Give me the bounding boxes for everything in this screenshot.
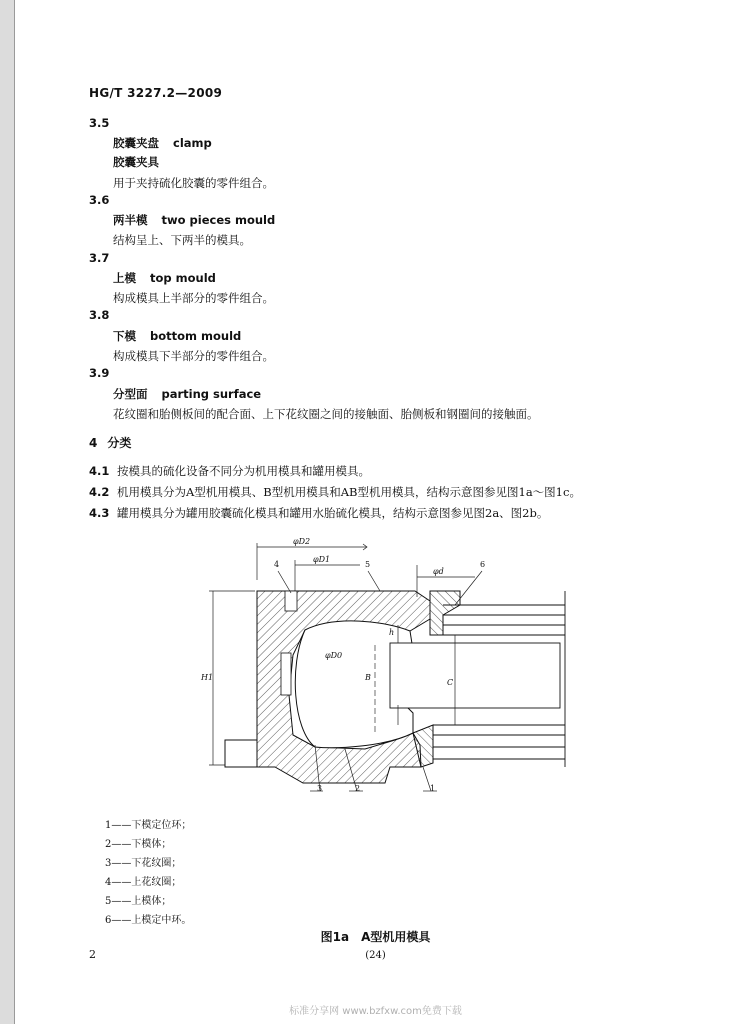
term-zh: 分型面 bbox=[113, 387, 148, 401]
term-en: top mould bbox=[150, 271, 216, 285]
section-heading bbox=[89, 434, 131, 451]
clause-number: 4.2 bbox=[89, 485, 110, 499]
clause-text: 按模具的硫化设备不同分为机用模具和罐用模具。 bbox=[117, 464, 370, 478]
term-definition: 用于夹持硫化胶囊的零件组合。 bbox=[113, 176, 274, 190]
legend-item: 3——下花纹圈； bbox=[105, 858, 182, 869]
label-c: C bbox=[447, 678, 454, 687]
clause bbox=[89, 463, 370, 479]
bolt-part bbox=[281, 653, 291, 695]
legend-item: 2——下模体； bbox=[105, 839, 172, 850]
base-block bbox=[225, 740, 257, 767]
term-number: 3.5 bbox=[89, 116, 110, 130]
section-number: 4 bbox=[89, 436, 98, 450]
term-zh: 两半模 bbox=[113, 213, 148, 227]
term-definition: 结构呈上、下两半的模具。 bbox=[113, 233, 251, 247]
term-title bbox=[113, 386, 261, 402]
term-zh: 胶囊夹盘 bbox=[113, 136, 159, 150]
clause bbox=[89, 484, 581, 500]
term-number: 3.7 bbox=[89, 251, 110, 265]
label-d: φd bbox=[433, 567, 444, 576]
figure-caption bbox=[15, 928, 735, 945]
caption-number: 图1a bbox=[320, 930, 350, 944]
term-definition: 花纹圈和胎侧板间的配合面、上下花纹圈之间的接触面、胎侧板和钢圈间的接触面。 bbox=[113, 407, 539, 421]
term-en: parting surface bbox=[161, 387, 262, 401]
sequence-number: (24) bbox=[365, 950, 386, 961]
caption-title: A型机用模具 bbox=[361, 930, 431, 944]
callout-number: 6 bbox=[480, 560, 486, 569]
callout-number: 4 bbox=[274, 560, 280, 569]
legend-item: 5——上模体； bbox=[105, 896, 172, 907]
label-b: B bbox=[365, 673, 371, 682]
section-title: 分类 bbox=[107, 436, 132, 450]
term-number: 3.8 bbox=[89, 308, 110, 322]
callout-number: 1 bbox=[430, 784, 436, 793]
mould-cross-section-drawing bbox=[185, 535, 585, 810]
term-number: 3.6 bbox=[89, 193, 110, 207]
label-d1: φD1 bbox=[313, 555, 331, 564]
callout-number: 3 bbox=[317, 784, 323, 793]
callout-number: 5 bbox=[365, 560, 371, 569]
legend-item: 1——下模定位环； bbox=[105, 820, 192, 831]
legend-item: 6——上模定中环。 bbox=[105, 915, 192, 926]
term-en: clamp bbox=[173, 136, 212, 150]
dimension-h1 bbox=[209, 591, 255, 765]
clause bbox=[89, 505, 548, 521]
label-d0: φD0 bbox=[325, 651, 343, 660]
top-centre-ring bbox=[430, 591, 460, 635]
label-d2: φD2 bbox=[293, 537, 311, 546]
term-en: two pieces mould bbox=[161, 213, 276, 227]
clause-number: 4.3 bbox=[89, 506, 110, 520]
term-zh: 下模 bbox=[113, 329, 136, 343]
term-zh: 上模 bbox=[113, 271, 136, 285]
term-title bbox=[113, 212, 275, 228]
page-number: 2 bbox=[89, 948, 96, 961]
term-alt: 胶囊夹具 bbox=[113, 155, 159, 169]
bolt-part bbox=[285, 591, 297, 611]
callout-number: 2 bbox=[355, 784, 361, 793]
document-page bbox=[14, 0, 735, 1024]
term-definition: 构成模具下半部分的零件组合。 bbox=[113, 349, 274, 363]
clause-number: 4.1 bbox=[89, 464, 110, 478]
term-number: 3.9 bbox=[89, 366, 110, 380]
clause-text: 机用模具分为A型机用模具、B型机用模具和AB型机用模具，结构示意图参见图1a～图1c。 bbox=[117, 485, 581, 499]
term-en: bottom mould bbox=[150, 329, 242, 343]
term-title bbox=[113, 328, 241, 344]
term-definition: 构成模具上半部分的零件组合。 bbox=[113, 291, 274, 305]
label-h: h bbox=[389, 628, 395, 637]
standard-number: HG/T 3227.2—2009 bbox=[89, 86, 223, 100]
clause-text: 罐用模具分为罐用胶囊硫化模具和罐用水胎硫化模具，结构示意图参见图2a、图2b。 bbox=[117, 506, 549, 520]
term-title bbox=[113, 270, 216, 286]
legend-item: 4——上花纹圈； bbox=[105, 877, 182, 888]
term-title bbox=[113, 135, 212, 151]
watermark-text: 标准分享网 www.bzfxw.com免费下载 bbox=[289, 1006, 462, 1017]
label-h1: H1 bbox=[201, 673, 214, 682]
